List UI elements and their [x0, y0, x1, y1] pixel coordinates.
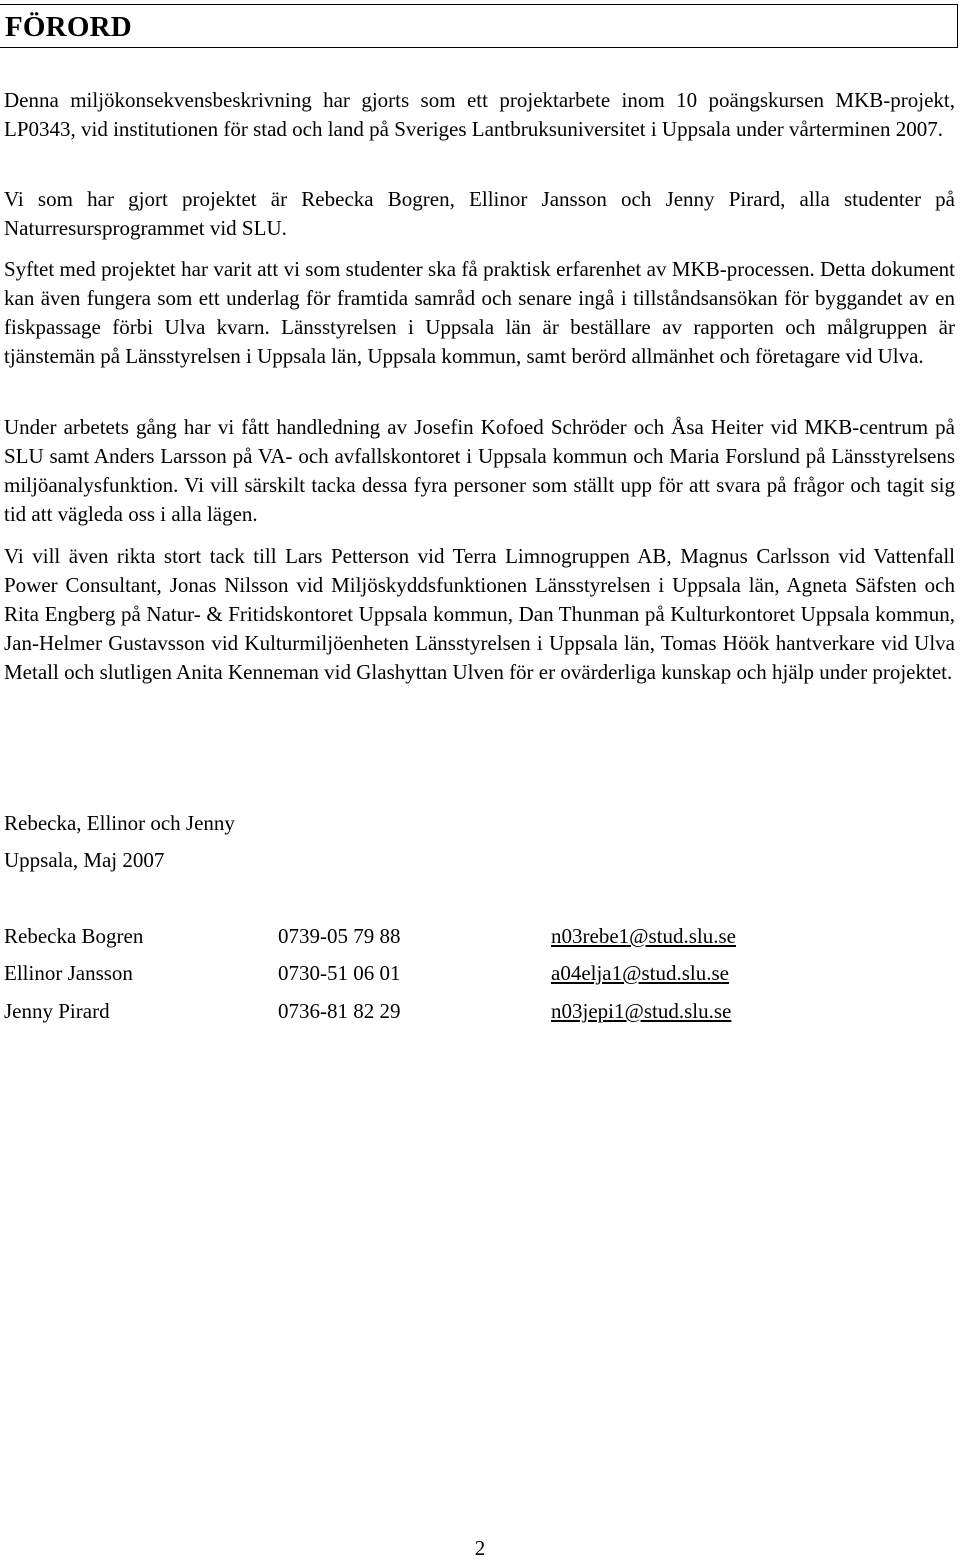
contact-phone: 0736-81 82 29	[278, 999, 401, 1023]
signoff-names: Rebecka, Ellinor och Jenny	[4, 811, 235, 835]
contact-row	[4, 922, 904, 952]
contact-email-link[interactable]: a04elja1@stud.slu.se	[551, 961, 729, 985]
contact-row	[4, 959, 904, 989]
paragraph-supervision: Under arbetets gång har vi fått handledning av Josefin Kofoed Schröder och Åsa Heiter vid MKB-centrum på SLU samt Anders Larsson på VA- och avfallskontoret i Uppsala kommun och Maria Forslund på Länsstyrelsens miljöanalysfunktion. Vi vill särskilt tacka dessa fyra personer som ställt upp för att svara på frågor och tagit sig tid att vägleda oss i alla lägen.	[4, 415, 955, 526]
contact-name: Ellinor Jansson	[4, 961, 133, 985]
contact-phone: 0730-51 06 01	[278, 961, 401, 985]
paragraph-intro: Denna miljökonsekvensbeskrivning har gjorts som ett projektarbete inom 10 poängskursen MKB-projekt, LP0343, vid institutionen för stad och land på Sveriges Lantbruksuniversitet i Uppsala under vårterminen 2007.	[4, 88, 955, 141]
paragraph-purpose: Syftet med projektet har varit att vi som studenter ska få praktisk erfarenhet av MKB-processen. Detta dokument kan även fungera som ett underlag för framtida samråd och senare ingå i tillståndsansökan för byggandet av en fiskpassage förbi Ulva kvarn. Länsstyrelsen i Uppsala län är beställare av rapporten och målgruppen är tjänstemän på Länsstyrelsen i Uppsala län, Uppsala kommun, samt berörd allmänhet och företagare vid Ulva.	[4, 257, 955, 368]
signoff-place-date: Uppsala, Maj 2007	[4, 848, 165, 872]
page-title: FÖRORD	[5, 11, 132, 43]
paragraph-thanks: Vi vill även rikta stort tack till Lars Petterson vid Terra Limnogruppen AB, Magnus Carlsson vid Vattenfall Power Consultant, Jonas Nilsson vid Miljöskyddsfunktionen Länsstyrelsen i Uppsala län, Agneta Säfsten och Rita Engberg på Natur- & Fritidskontoret Uppsala kommun, Dan Thunman på Kulturkontoret Uppsala kommun, Jan-Helmer Gustavsson vid Kulturmiljöenheten Länsstyrelsen i Uppsala län, Tomas Höök hantverkare vid Ulva Metall och slutligen Anita Kenneman vid Glashyttan Ulven för er ovärderliga kunskap och hjälp under projektet.	[4, 544, 955, 684]
contact-row	[4, 997, 904, 1027]
paragraph-authors: Vi som har gjort projektet är Rebecka Bogren, Ellinor Jansson och Jenny Pirard, alla studenter på Naturresursprogrammet vid SLU.	[4, 187, 955, 240]
contact-phone: 0739-05 79 88	[278, 924, 401, 948]
contact-email-link[interactable]: n03rebe1@stud.slu.se	[551, 924, 736, 948]
contact-name: Rebecka Bogren	[4, 924, 144, 948]
contact-email-link[interactable]: n03jepi1@stud.slu.se	[551, 999, 732, 1023]
contact-name: Jenny Pirard	[4, 999, 110, 1023]
heading-box	[0, 4, 958, 48]
page-number: 2	[474, 1536, 486, 1560]
